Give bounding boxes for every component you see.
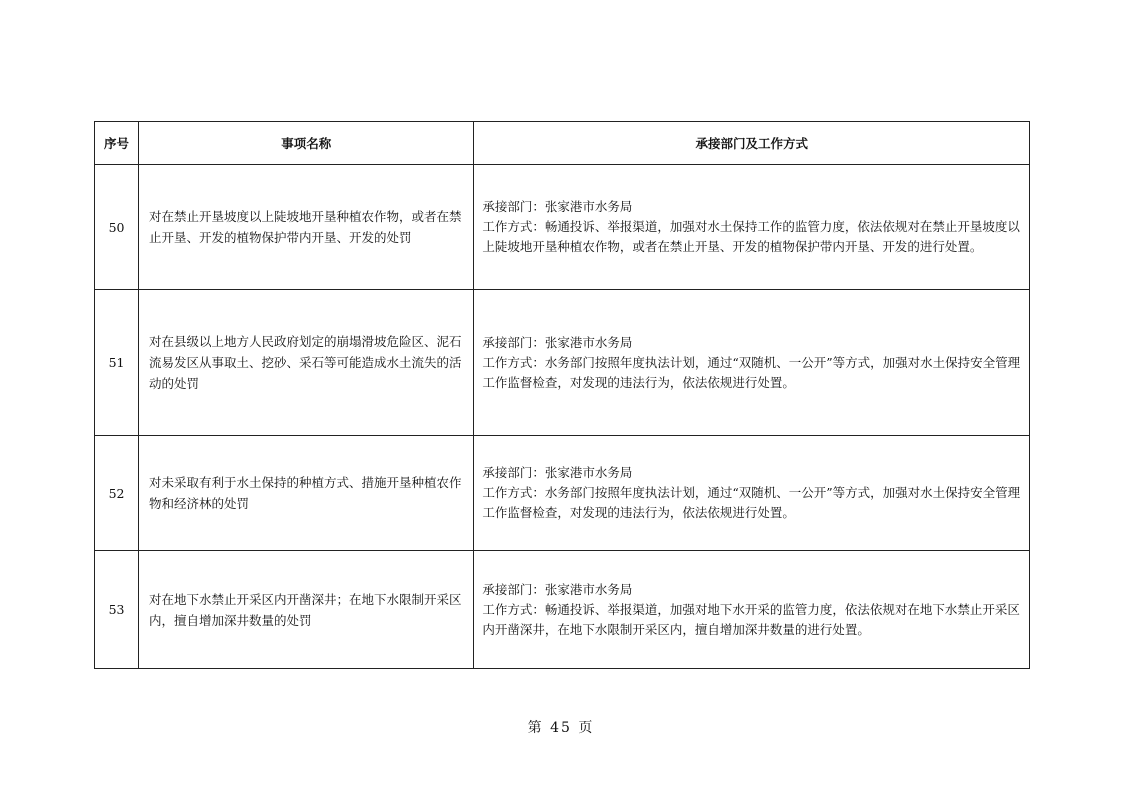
header-serial-number: 序号 bbox=[95, 122, 139, 165]
row-department-method bbox=[474, 551, 1030, 669]
row-matter-name: 对在县级以上地方人民政府划定的崩塌滑坡危险区、泥石流易发区从事取土、挖砂、采石等可能造成水土流失的活动的处罚 bbox=[139, 290, 474, 436]
row-matter-name: 对未采取有利于水土保持的种植方式、措施开垦种植农作物和经济林的处罚 bbox=[139, 436, 474, 551]
row-work-method: 工作方式：畅通投诉、举报渠道，加强对地下水开采的监管力度，依法依规对在地下水禁止开采区内开凿深井，在地下水限制开采区内，擅自增加深井数量的进行处置。 bbox=[482, 601, 1020, 637]
table-row bbox=[95, 290, 1030, 436]
row-department-method bbox=[474, 165, 1030, 290]
header-matter-name: 事项名称 bbox=[139, 122, 474, 165]
page-number: 第 45 页 bbox=[527, 720, 595, 736]
row-department: 承接部门：张家港市水务局 bbox=[482, 581, 633, 597]
row-work-method: 工作方式：水务部门按照年度执法计划，通过“双随机、一公开”等方式，加强对水土保持安全管理工作监督检查，对发现的违法行为，依法依规进行处置。 bbox=[482, 354, 1021, 390]
table-row bbox=[95, 165, 1030, 290]
row-department: 承接部门：张家港市水务局 bbox=[482, 199, 633, 214]
row-serial-number: 53 bbox=[95, 551, 139, 669]
header-department-method: 承接部门及工作方式 bbox=[474, 122, 1030, 165]
table-row bbox=[95, 551, 1030, 669]
row-matter-name: 对在地下水禁止开采区内开凿深井；在地下水限制开采区内，擅自增加深井数量的处罚 bbox=[139, 551, 474, 669]
row-serial-number: 50 bbox=[95, 165, 139, 290]
row-department: 承接部门：张家港市水务局 bbox=[482, 334, 633, 350]
row-serial-number: 51 bbox=[95, 290, 139, 436]
table-header-row bbox=[95, 122, 1030, 165]
table-row bbox=[95, 436, 1030, 551]
row-matter-name: 对在禁止开垦坡度以上陡坡地开垦种植农作物，或者在禁止开垦、开发的植物保护带内开垦、开发的处罚 bbox=[139, 165, 474, 290]
row-department-method bbox=[474, 290, 1030, 436]
row-department: 承接部门：张家港市水务局 bbox=[482, 465, 633, 480]
row-serial-number: 52 bbox=[95, 436, 139, 551]
row-work-method: 工作方式：畅通投诉、举报渠道，加强对水土保持工作的监管力度，依法依规对在禁止开垦坡度以上陡坡地开垦种植农作物，或者在禁止开垦、开发的植物保护带内开垦、开发的进行处置。 bbox=[482, 219, 1020, 254]
row-department-method bbox=[474, 436, 1030, 551]
row-work-method: 工作方式：水务部门按照年度执法计划，通过“双随机、一公开”等方式，加强对水土保持安全管理工作监督检查，对发现的违法行为，依法依规进行处置。 bbox=[482, 485, 1021, 520]
matters-table bbox=[94, 121, 1030, 669]
